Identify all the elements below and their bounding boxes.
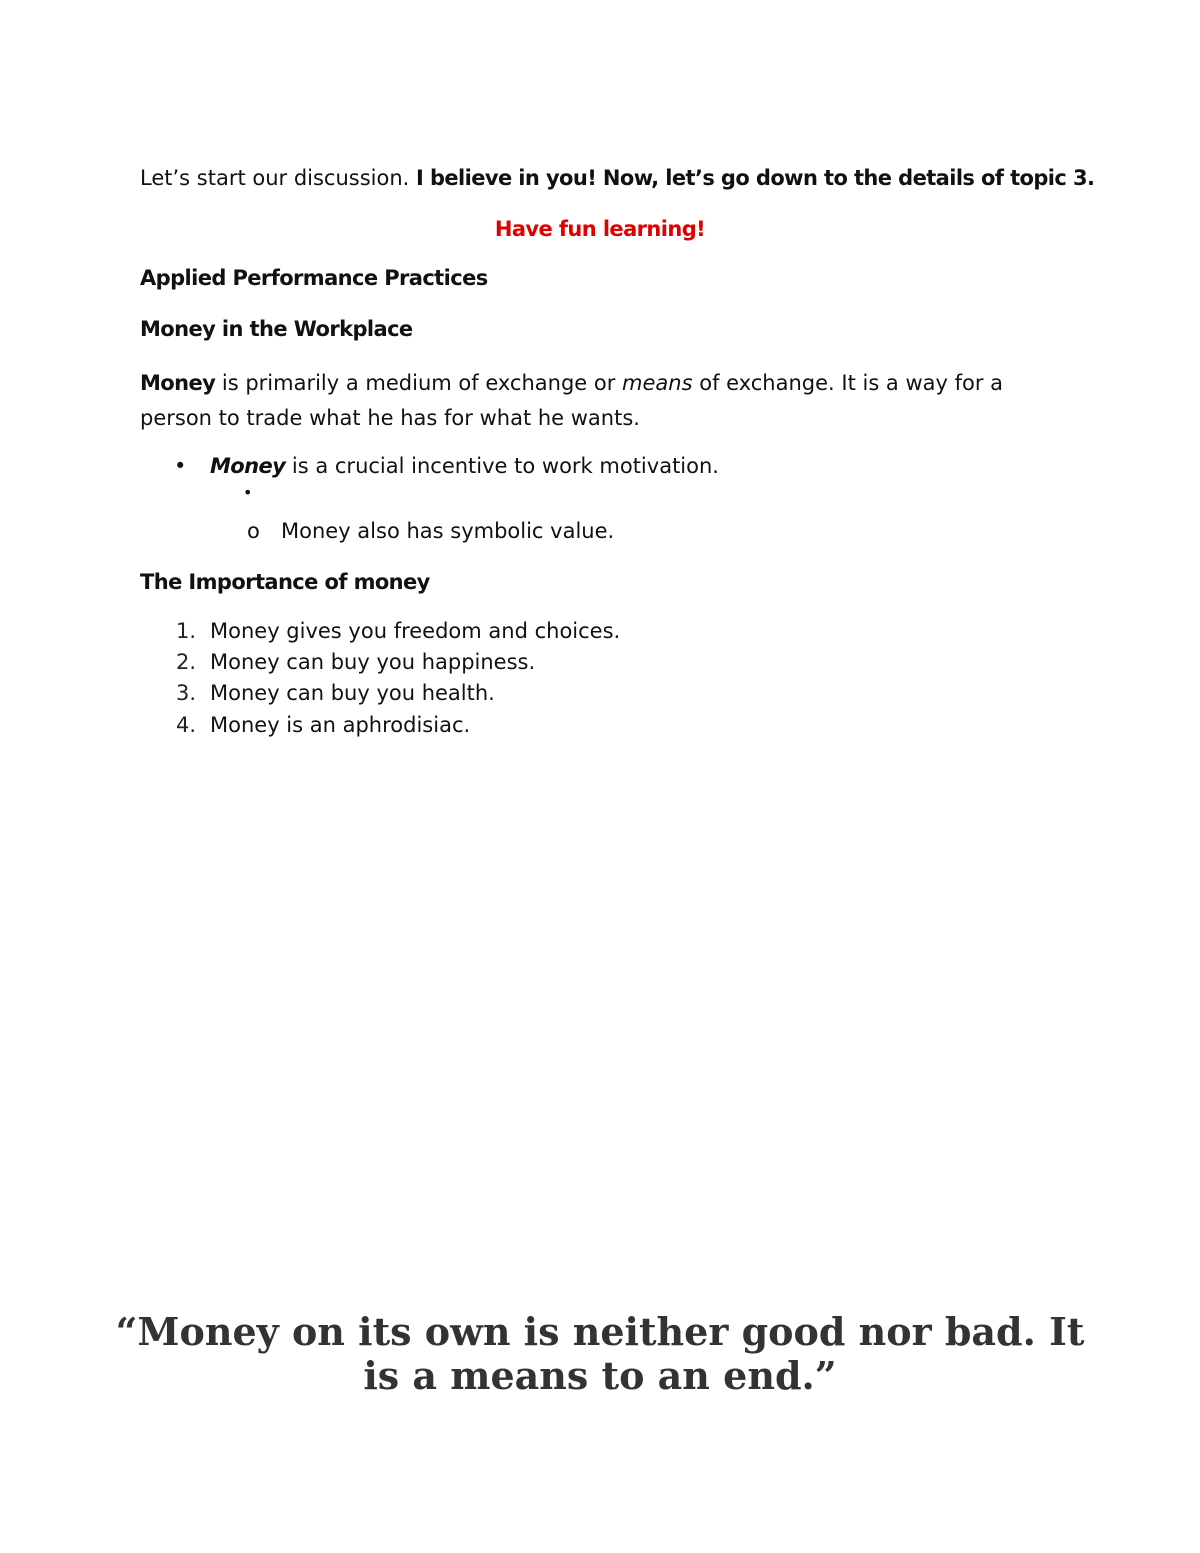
intro-paragraph [140, 161, 1094, 195]
sub-bullet-item: Money also has symbolic value. [281, 519, 615, 543]
list-item-number: 3. [176, 681, 197, 705]
definition-line-2: person to trade what he has for what he wants. [140, 406, 640, 430]
definition-part-2: of exchange. It is a way for a [692, 371, 1004, 395]
tagline: Have fun learning! [494, 217, 706, 241]
quote-line-1: “Money on its own is neither good nor bad. It [115, 1309, 1085, 1354]
list-item-number: 4. [176, 713, 197, 737]
intro-plain-text: Let’s start our discussion. [140, 166, 417, 190]
definition-italic-word: means [622, 371, 693, 395]
bullet-marker: • [174, 454, 187, 478]
bullet-item-1 [210, 449, 719, 483]
list-item-number: 1. [176, 619, 197, 643]
bullet-item-text: is a crucial incentive to work motivation. [285, 454, 719, 478]
definition-part-1: is primarily a medium of exchange or [215, 371, 623, 395]
section-title: Applied Performance Practices [140, 266, 488, 290]
list-item-number: 2. [176, 650, 197, 674]
subsection-title: Money in the Workplace [140, 317, 413, 341]
definition-term: Money [140, 371, 216, 395]
list-item: Money gives you freedom and choices. [210, 619, 621, 643]
sub-bullet-marker: o [247, 519, 260, 543]
bullet-item-term: Money [210, 454, 286, 478]
empty-bullet-marker: • [243, 483, 253, 502]
list-item: Money is an aphrodisiac. [210, 713, 471, 737]
definition-line-1 [140, 366, 1003, 400]
intro-bold-text: I believe in you! Now, let’s go down to the details of topic 3. [416, 166, 1095, 190]
quote-line-2: is a means to an end.” [363, 1353, 837, 1398]
importance-title: The Importance of money [140, 570, 430, 594]
list-item: Money can buy you health. [210, 681, 495, 705]
list-item: Money can buy you happiness. [210, 650, 536, 674]
